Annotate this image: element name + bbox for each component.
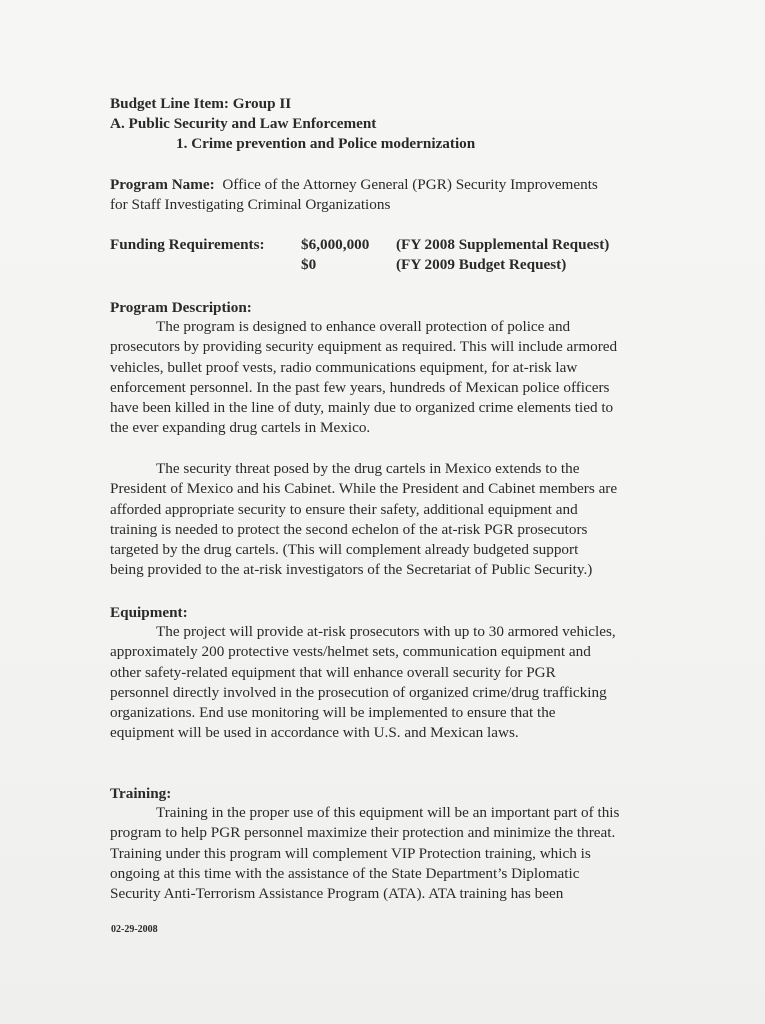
text-line: being provided to the at-risk investigators of the Secretariat of Public Security.) [110,561,593,579]
training-paragraph [110,803,710,904]
funding-amount: $6,000,000 [301,236,370,253]
funding-label: Funding Requirements: [110,236,265,253]
text-line: The project will provide at-risk prosecutors with up to 30 armored vehicles, [156,623,616,640]
text-line: afforded appropriate security to ensure their safety, additional equipment and [110,500,578,518]
text-line: enforcement personnel. In the past few years, hundreds of Mexican police officers [110,378,610,396]
footer-date: 02-29-2008 [111,924,158,935]
text-line: program to help PGR personnel maximize their protection and minimize the threat. [110,824,616,842]
text-line: President of Mexico and his Cabinet. While the President and Cabinet members are [110,480,618,498]
text-line: the ever expanding drug cartels in Mexico. [110,419,371,437]
text-line: targeted by the drug cartels. (This will complement already budgeted support [110,541,579,559]
text-line: training is needed to protect the second echelon of the at-risk PGR prosecutors [110,520,588,538]
program-name-line2: for Staff Investigating Criminal Organizations [110,196,391,213]
text-line: Training under this program will complement VIP Protection training, which is [110,844,591,862]
funding-note: (FY 2008 Supplemental Request) [396,236,610,253]
program-name-label: Program Name: [110,176,215,193]
text-line: prosecutors by providing security equipment as required. This will include armored [110,338,618,356]
equipment-heading: Equipment: [110,604,188,621]
program-description-paragraph-1 [110,317,710,439]
text-line: organizations. End use monitoring will be implemented to ensure that the [110,704,556,722]
section-heading: A. Public Security and Law Enforcement [110,115,377,132]
funding-note: (FY 2009 Budget Request) [396,256,567,273]
text-line: approximately 200 protective vests/helmet sets, communication equipment and [110,643,591,661]
program-name-value: Office of the Attorney General (PGR) Security Improvements [222,176,598,193]
budget-line-heading: Budget Line Item: Group II [110,95,292,112]
equipment-paragraph [110,622,710,744]
training-heading: Training: [110,785,172,802]
subsection-heading: 1. Crime prevention and Police modernization [176,135,476,152]
text-line: The program is designed to enhance overall protection of police and [156,318,571,335]
text-line: ongoing at this time with the assistance of the State Department’s Diplomatic [110,864,580,882]
text-line: The security threat posed by the drug cartels in Mexico extends to the [156,460,580,477]
text-line: other safety-related equipment that will enhance overall security for PGR [110,663,556,681]
text-line: equipment will be used in accordance with U.S. and Mexican laws. [110,724,519,742]
text-line: Training in the proper use of this equipment will be an important part of this [156,804,620,821]
text-line: have been killed in the line of duty, mainly due to organized crime elements tied to [110,399,614,417]
text-line: Security Anti-Terrorism Assistance Program (ATA). ATA training has been [110,885,564,903]
text-line: vehicles, bullet proof vests, radio communications equipment, for at-risk law [110,358,578,376]
text-line: personnel directly involved in the prosecution of organized crime/drug trafficking [110,683,607,701]
funding-amount: $0 [301,256,317,273]
program-name-line1 [110,175,598,195]
program-description-paragraph-2 [110,459,710,581]
program-description-heading: Program Description: [110,299,252,316]
